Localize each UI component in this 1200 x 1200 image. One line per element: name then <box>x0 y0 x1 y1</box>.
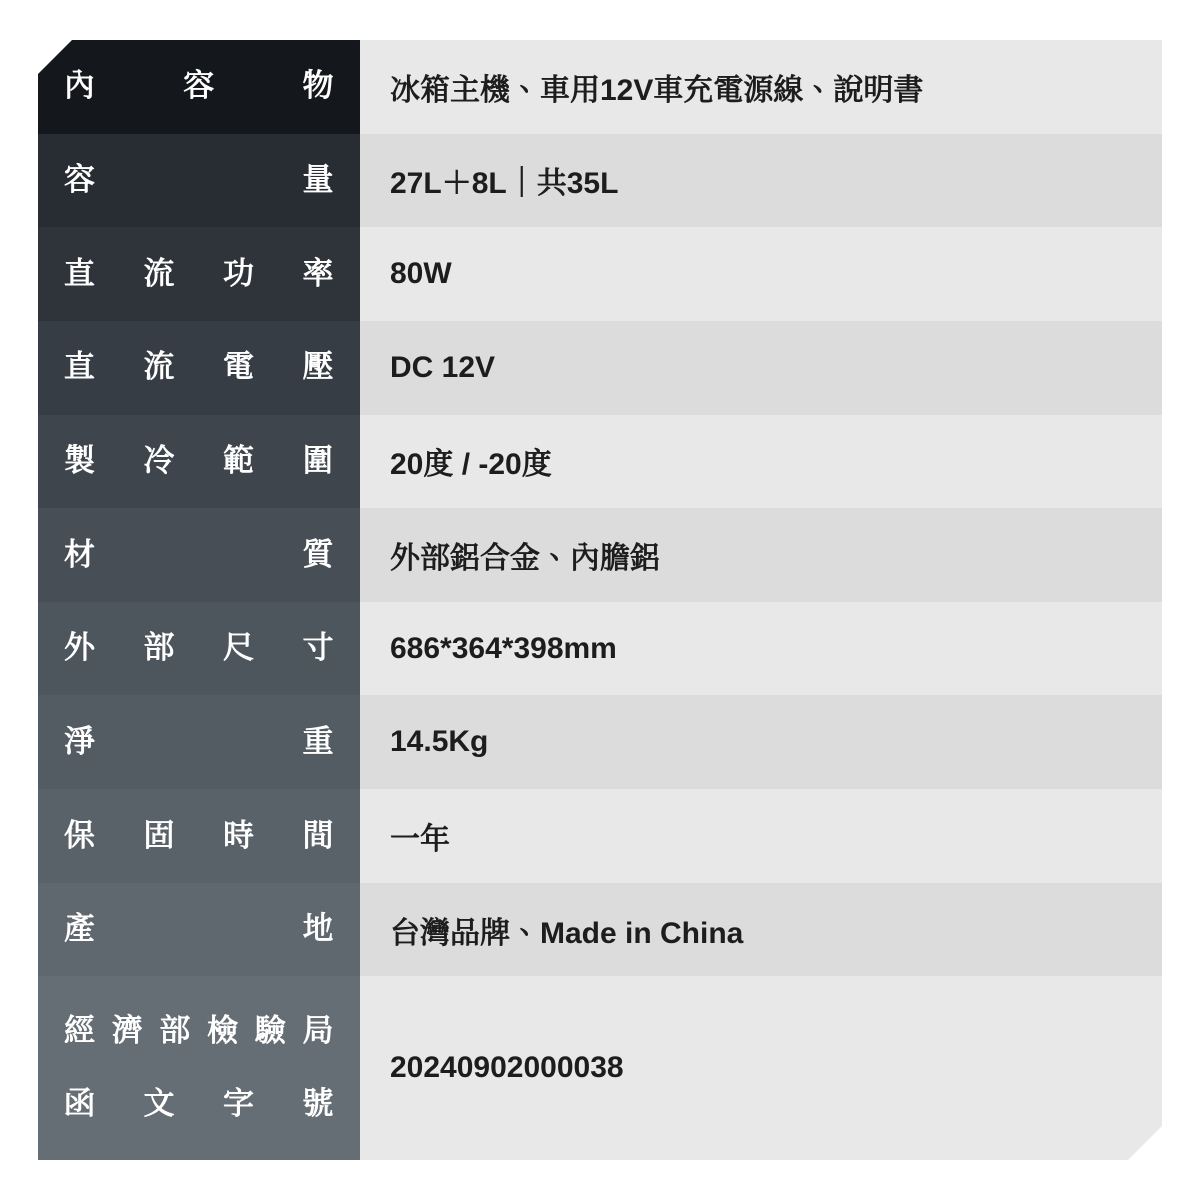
spec-value-text: 20度 / -20度 <box>390 448 552 482</box>
spec-label-text: 直 流 功 率 <box>64 255 334 291</box>
spec-label-text: 容 量 <box>64 162 334 198</box>
spec-value-text: 台灣品牌、Made in China <box>390 916 744 950</box>
specification-table-container <box>38 40 1162 1160</box>
spec-value-cell <box>360 976 1162 1160</box>
spec-label-line-1: 經濟部檢驗局 <box>64 1013 334 1049</box>
table-row <box>38 508 1162 602</box>
table-row <box>38 695 1162 789</box>
spec-value-cell <box>360 508 1162 602</box>
spec-label-text <box>64 977 334 1160</box>
spec-label-cell <box>38 883 360 977</box>
table-row <box>38 415 1162 509</box>
table-row <box>38 227 1162 321</box>
spec-label-cell <box>38 321 360 415</box>
table-row <box>38 883 1162 977</box>
spec-label-cell <box>38 40 360 134</box>
spec-label-text: 淨 重 <box>64 723 334 759</box>
spec-value-cell <box>360 40 1162 134</box>
table-row <box>38 602 1162 696</box>
spec-label-text: 製 冷 範 圍 <box>64 443 334 478</box>
corner-notch-bottom-right-icon <box>1128 1126 1162 1160</box>
spec-label-cell <box>38 415 360 509</box>
spec-value-text: 27L＋8L｜共35L <box>390 167 619 201</box>
spec-label-text: 產 地 <box>64 911 334 947</box>
spec-label-text: 直 流 電 壓 <box>64 349 334 385</box>
spec-value-text: 14.5Kg <box>390 725 489 759</box>
spec-label-text: 外 部 尺 寸 <box>64 630 334 666</box>
corner-notch-top-left-icon <box>38 40 72 74</box>
spec-label-cell <box>38 695 360 789</box>
spec-label-text: 材 質 <box>64 536 334 572</box>
specification-table <box>38 40 1162 1160</box>
spec-value-cell <box>360 883 1162 977</box>
spec-label-cell <box>38 227 360 321</box>
table-row <box>38 134 1162 228</box>
table-row <box>38 40 1162 134</box>
spec-value-cell <box>360 321 1162 415</box>
spec-value-text: 80W <box>390 257 452 291</box>
spec-value-cell <box>360 602 1162 696</box>
spec-value-text: 外部鋁合金、內膽鋁 <box>390 542 660 576</box>
spec-label-cell <box>38 508 360 602</box>
spec-value-cell <box>360 134 1162 228</box>
spec-value-cell <box>360 695 1162 789</box>
spec-value-cell <box>360 227 1162 321</box>
spec-value-text: DC 12V <box>390 350 496 384</box>
spec-value-cell <box>360 415 1162 509</box>
spec-label-line-2: 函 文 字 號 <box>64 1086 334 1122</box>
spec-value-text: 686*364*398mm <box>390 631 617 665</box>
spec-value-cell <box>360 789 1162 883</box>
table-row <box>38 976 1162 1160</box>
spec-label-cell <box>38 134 360 228</box>
spec-label-text: 保 固 時 間 <box>64 817 334 853</box>
spec-label-cell <box>38 602 360 696</box>
table-row <box>38 789 1162 883</box>
spec-value-text: 一年 <box>390 822 450 856</box>
spec-label-cell <box>38 976 360 1160</box>
spec-value-text: 冰箱主機、車用12V車充電源線、說明書 <box>390 73 924 107</box>
spec-label-text: 內 容 物 <box>64 68 334 104</box>
spec-value-text: 20240902000038 <box>390 1051 624 1085</box>
spec-label-cell <box>38 789 360 883</box>
table-row <box>38 321 1162 415</box>
